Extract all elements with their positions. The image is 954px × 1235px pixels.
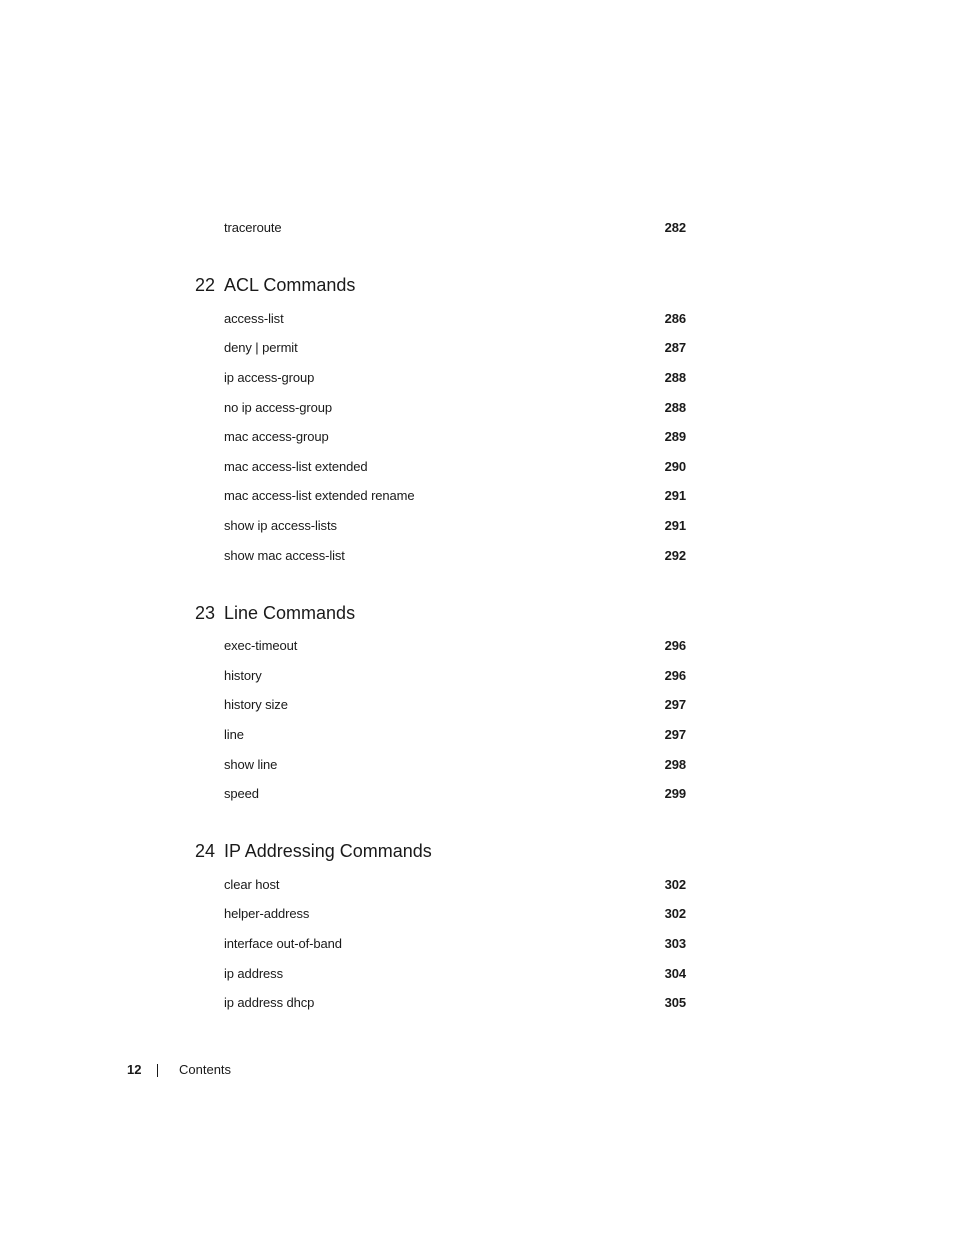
toc-entry-page: 297 <box>664 697 686 712</box>
toc-entry[interactable] <box>224 965 686 983</box>
toc-entry[interactable] <box>224 487 686 505</box>
toc-entry-title: ip access-group <box>224 370 315 385</box>
chapter-title: ACL Commands <box>224 275 356 295</box>
toc-entry[interactable] <box>224 399 686 417</box>
toc-entry-page: 302 <box>664 906 686 921</box>
toc-entry-title: mac access-group <box>224 429 329 444</box>
toc-entry-page: 286 <box>664 311 686 326</box>
toc-entry-page: 287 <box>664 340 686 355</box>
toc-entry-page: 299 <box>664 786 686 801</box>
toc-entry[interactable] <box>224 876 686 894</box>
chapter-title: Line Commands <box>224 603 356 623</box>
toc-entry[interactable] <box>224 756 686 774</box>
chapter-title: IP Addressing Commands <box>224 841 432 861</box>
toc-entry-page: 305 <box>664 995 686 1010</box>
toc-entry-page: 298 <box>664 757 686 772</box>
toc-entry-title: access-list <box>224 311 284 326</box>
toc-entry-page: 288 <box>664 370 686 385</box>
toc-entry-page: 289 <box>664 429 686 444</box>
toc-entry-page: 282 <box>664 220 686 235</box>
toc-entry-title: helper-address <box>224 906 310 921</box>
toc-entry[interactable] <box>224 458 686 476</box>
toc-entry[interactable] <box>224 667 686 685</box>
toc-entry-title: show mac access-list <box>224 548 345 563</box>
toc-entry-title: no ip access-group <box>224 400 333 415</box>
toc-entry-page: 291 <box>664 488 686 503</box>
toc-entry-page: 292 <box>664 548 686 563</box>
toc-entry-page: 303 <box>664 936 686 951</box>
toc-entry-page: 288 <box>664 400 686 415</box>
toc-entry[interactable] <box>224 785 686 803</box>
toc-entry-title: ip address <box>224 966 283 981</box>
toc-entry-title: mac access-list extended rename <box>224 488 415 503</box>
toc-entry-title: line <box>224 727 244 742</box>
toc-entry-title: show ip access-lists <box>224 518 337 533</box>
toc-entry-title: history size <box>224 697 288 712</box>
toc-entry-title: speed <box>224 786 259 801</box>
toc-entry-title: exec-timeout <box>224 638 298 653</box>
toc-entry[interactable] <box>224 726 686 744</box>
toc-entry[interactable] <box>224 905 686 923</box>
footer-section-label: Contents <box>179 1062 232 1077</box>
toc-entry-title: show line <box>224 757 278 772</box>
toc-entry[interactable] <box>224 994 686 1012</box>
toc-entry[interactable] <box>224 219 686 237</box>
toc-entry-title: interface out-of-band <box>224 936 342 951</box>
chapter-number: 23 <box>195 603 216 623</box>
toc-entry-page: 304 <box>664 966 686 981</box>
toc-entry[interactable] <box>224 369 686 387</box>
toc-entry-title: traceroute <box>224 220 282 235</box>
toc-entry[interactable] <box>224 339 686 357</box>
footer-divider <box>157 1064 158 1077</box>
toc-entry[interactable] <box>224 935 686 953</box>
chapter-number: 22 <box>195 275 216 295</box>
toc-entry-title: mac access-list extended <box>224 459 368 474</box>
toc-entry-title: ip address dhcp <box>224 995 315 1010</box>
toc-entry[interactable] <box>224 696 686 714</box>
toc-entry[interactable] <box>224 547 686 565</box>
chapter-number: 24 <box>195 841 216 861</box>
toc-entry-page: 296 <box>664 668 686 683</box>
toc-entry[interactable] <box>224 428 686 446</box>
footer-page-number: 12 <box>127 1062 142 1077</box>
toc-entry-title: history <box>224 668 262 683</box>
toc-entry-page: 297 <box>664 727 686 742</box>
toc-entry[interactable] <box>224 310 686 328</box>
toc-entry-title: deny | permit <box>224 340 298 355</box>
toc-entry[interactable] <box>224 637 686 655</box>
toc-entry[interactable] <box>224 517 686 535</box>
toc-entry-page: 302 <box>664 877 686 892</box>
toc-entry-title: clear host <box>224 877 280 892</box>
toc-entry-page: 291 <box>664 518 686 533</box>
toc-entry-page: 296 <box>664 638 686 653</box>
toc-entry-page: 290 <box>664 459 686 474</box>
